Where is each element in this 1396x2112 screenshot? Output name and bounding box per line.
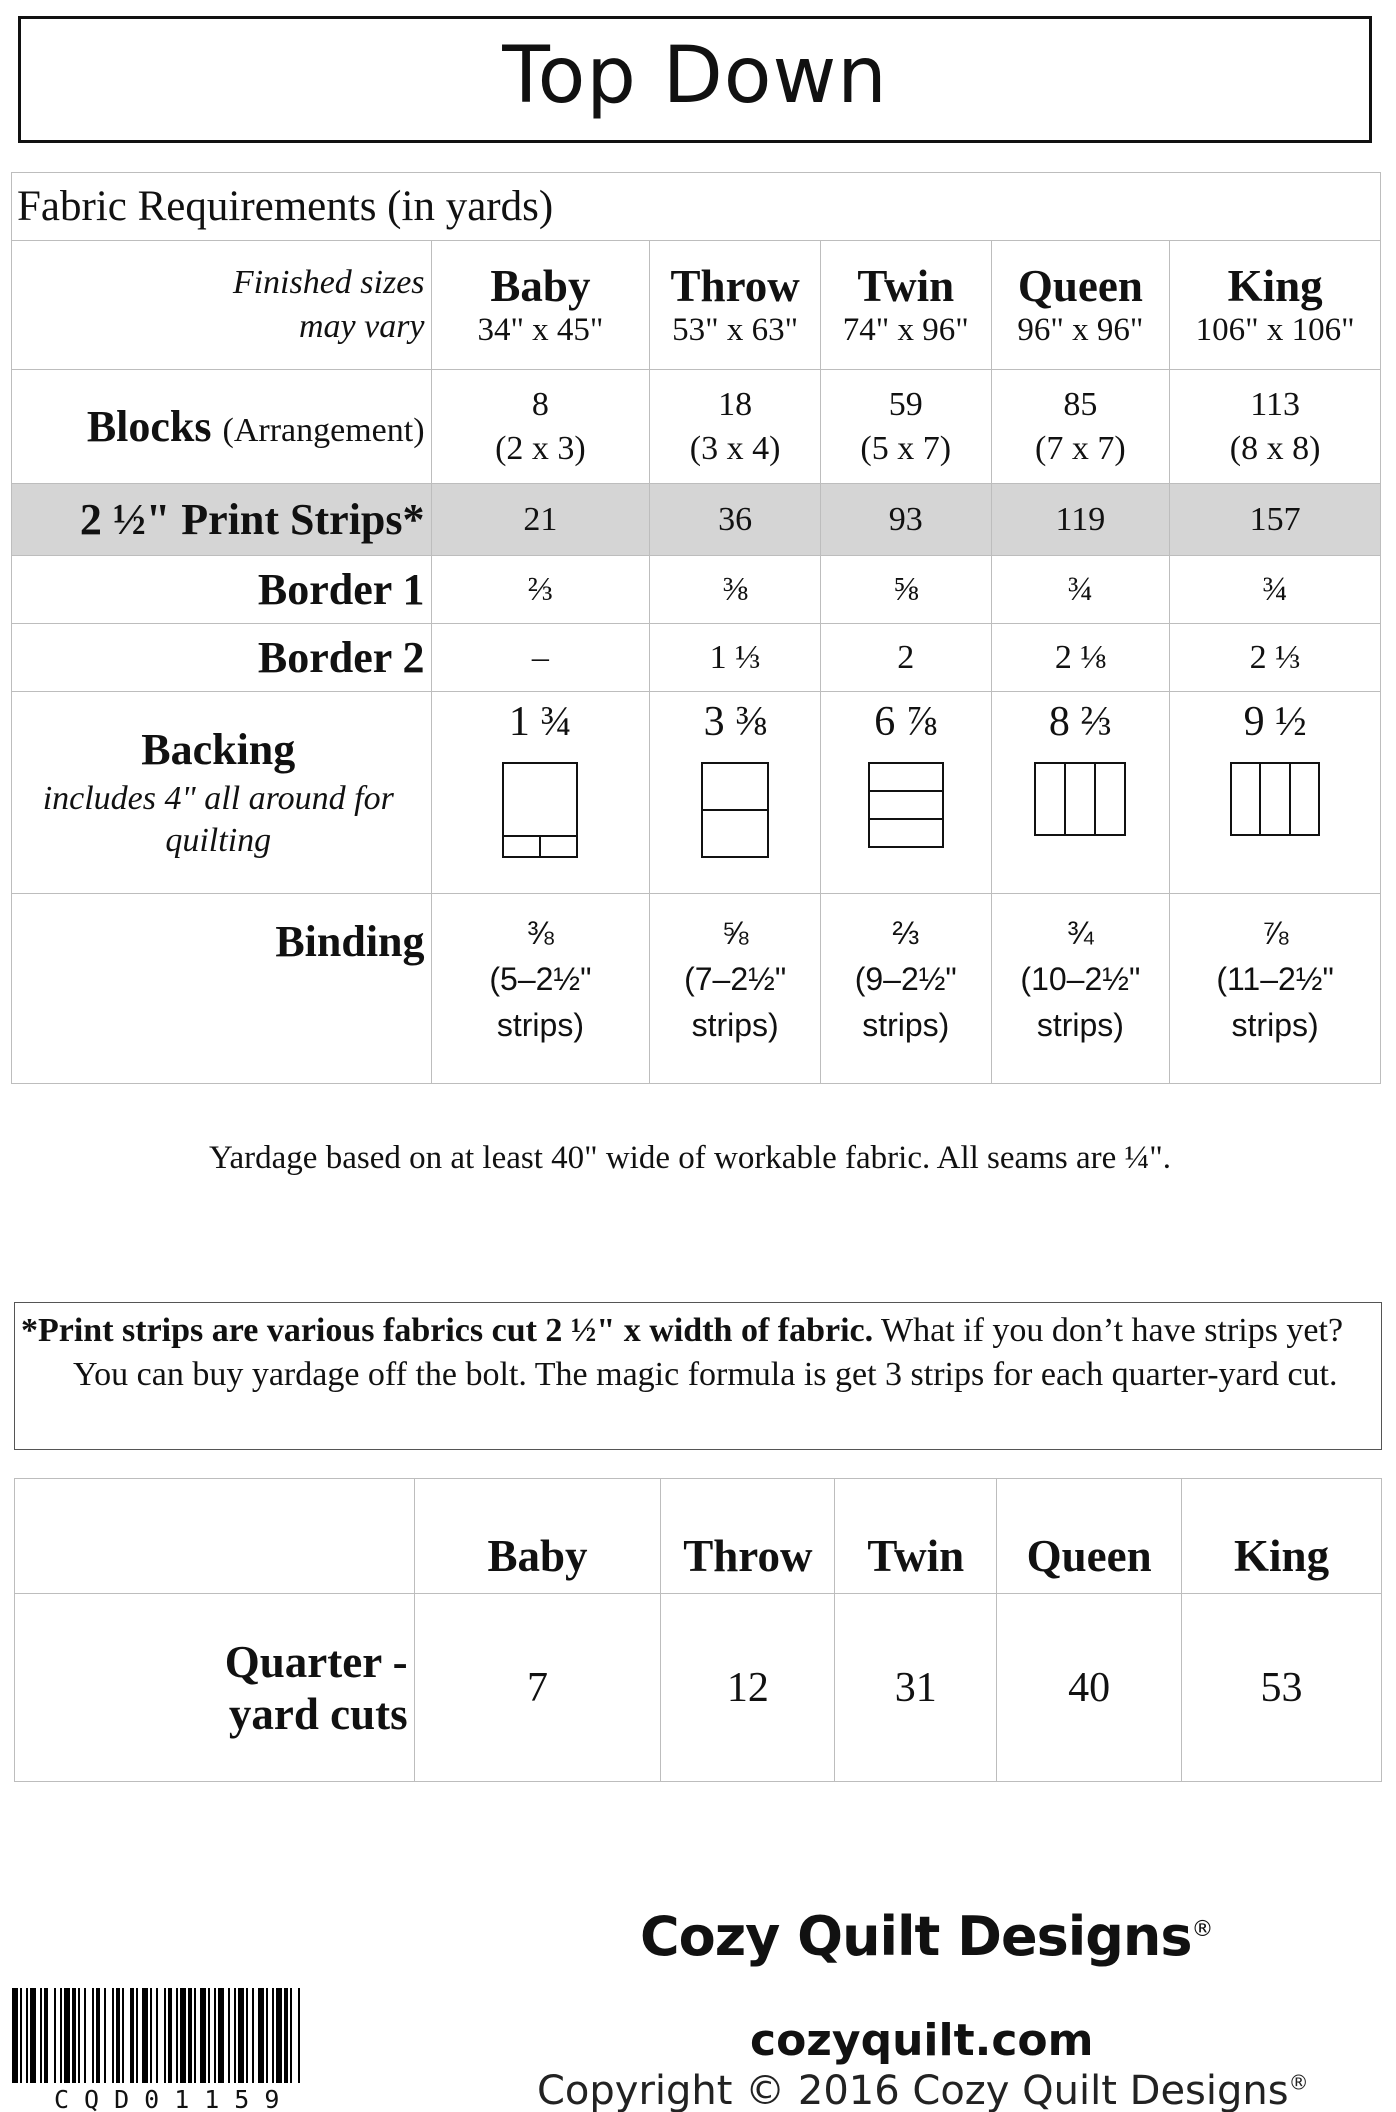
barcode-bar <box>136 1988 138 2083</box>
barcode-bar <box>104 1988 106 2083</box>
border2-cell: 2 ⅓ <box>1170 624 1381 692</box>
barcode-bar <box>214 1988 216 2083</box>
barcode-bar <box>96 1988 100 2083</box>
barcode-bar <box>298 1988 300 2083</box>
block-arrangement: (3 x 4) <box>689 429 781 467</box>
page-title: Top Down <box>502 30 888 121</box>
print-strips-label: 2 ½" Print Strips* <box>12 484 432 556</box>
binding-yards: ⅞ <box>1261 915 1289 951</box>
quarter-header: Queen <box>997 1479 1182 1594</box>
block-arrangement: (5 x 7) <box>860 429 952 467</box>
print-strips-row <box>12 484 1381 556</box>
quarter-header: Twin <box>835 1479 997 1594</box>
border2-cell: 2 <box>820 624 991 692</box>
block-count: 85 <box>1063 385 1098 423</box>
border1-cell: ⅝ <box>820 556 991 624</box>
binding-strips: (11–2½" <box>1216 961 1334 997</box>
brand-name: Cozy Quilt Designs <box>640 1905 1192 1968</box>
size-header <box>991 241 1170 370</box>
backing-note: quilting <box>165 822 272 859</box>
border1-cell: ⅜ <box>650 556 821 624</box>
barcode-bar <box>72 1988 76 2083</box>
quarter-header: King <box>1182 1479 1382 1594</box>
quarter-cuts-row <box>15 1594 1382 1782</box>
binding-strips-end: strips) <box>691 1007 779 1043</box>
barcode-bar <box>258 1988 264 2083</box>
quarter-cuts-cell: 7 <box>414 1594 661 1782</box>
blocks-row <box>12 370 1381 484</box>
size-header <box>820 241 991 370</box>
block-count: 113 <box>1250 385 1300 423</box>
blocks-label-main: Blocks <box>86 402 212 451</box>
border2-cell: – <box>431 624 650 692</box>
backing-diagram-baby <box>502 762 578 858</box>
barcode-bar <box>44 1988 48 2083</box>
barcode-bar <box>26 1988 28 2083</box>
yardage-note: Yardage based on at least 40" wide of workable fabric. All seams are ¼". <box>209 1140 1171 1176</box>
copyright-text: Copyright © 2016 Cozy Quilt Designs <box>537 2068 1289 2112</box>
backing-diagram-throw <box>701 762 769 858</box>
border2-cell: 2 ⅛ <box>991 624 1170 692</box>
barcode-bar <box>234 1988 236 2083</box>
barcode-bar <box>266 1988 268 2083</box>
backing-label-main: Backing <box>141 725 296 774</box>
binding-strips-end: strips) <box>1231 1007 1319 1043</box>
binding-strips-end: strips) <box>862 1007 950 1043</box>
border2-cell: 1 ⅓ <box>650 624 821 692</box>
barcode-bar <box>150 1988 152 2083</box>
binding-label: Binding <box>12 894 432 1084</box>
barcode-bar <box>276 1988 282 2083</box>
size-name: Twin <box>857 261 955 311</box>
barcode-bar <box>188 1988 192 2083</box>
backing-diagram-king <box>1230 762 1320 836</box>
brand-logo-text <box>640 1905 1212 1968</box>
backing-row <box>12 692 1381 894</box>
barcode <box>8 1988 408 2112</box>
print-strips-cell: 36 <box>650 484 821 556</box>
backing-yards: 6 ⅞ <box>874 699 938 745</box>
blocks-cell <box>650 370 821 484</box>
border1-cell: ¾ <box>991 556 1170 624</box>
backing-yards: 9 ½ <box>1243 699 1307 745</box>
block-arrangement: (7 x 7) <box>1035 429 1126 467</box>
title-box <box>18 16 1372 143</box>
binding-cell <box>1170 894 1381 1084</box>
barcode-bar <box>290 1988 292 2083</box>
size-name: King <box>1227 261 1323 311</box>
sizes-row <box>12 241 1381 370</box>
sizes-note <box>12 241 432 370</box>
quarter-cuts-cell: 53 <box>1182 1594 1382 1782</box>
print-strips-note-bold: *Print strips are various fabrics cut 2 ½" x width of fabric. <box>21 1312 874 1349</box>
block-arrangement: (2 x 3) <box>495 429 586 467</box>
binding-yards: ¾ <box>1067 915 1094 951</box>
print-strips-note-rest: What if you don’t have strips yet? You can buy yardage off the bolt. The magic formula is get 3 strips for each quarter-yard cut. <box>73 1312 1344 1393</box>
print-strips-cell: 21 <box>431 484 650 556</box>
website-url: cozyquilt.com <box>750 2015 1094 2066</box>
barcode-digits: CQD01159 <box>54 2085 295 2112</box>
blocks-cell <box>1170 370 1381 484</box>
backing-diagram-twin <box>868 762 944 848</box>
size-header <box>650 241 821 370</box>
binding-strips: (7–2½" <box>684 961 787 997</box>
binding-strips: (10–2½" <box>1020 961 1141 997</box>
barcode-bar <box>218 1988 224 2083</box>
barcode-bar <box>84 1988 86 2083</box>
barcode-bar <box>252 1988 254 2083</box>
barcode-bar <box>78 1988 80 2083</box>
backing-yards: 3 ⅜ <box>703 699 767 745</box>
binding-strips: (9–2½" <box>854 961 957 997</box>
binding-row <box>12 894 1381 1084</box>
backing-cell <box>431 692 650 894</box>
sizes-note-line: may vary <box>298 308 425 345</box>
barcode-bar <box>20 1988 22 2083</box>
block-arrangement: (8 x 8) <box>1229 429 1321 467</box>
size-name: Baby <box>490 261 591 311</box>
sizes-note-line: Finished sizes <box>232 264 425 301</box>
barcode-bar <box>228 1988 230 2083</box>
registered-mark: ® <box>1191 1917 1213 1942</box>
barcode-bar <box>180 1988 186 2083</box>
border2-label: Border 2 <box>12 624 432 692</box>
quarter-header-row <box>15 1479 1382 1594</box>
quarter-yard-table <box>14 1478 1382 1782</box>
barcode-bar <box>156 1988 158 2083</box>
size-dim: 53" x 63" <box>672 312 799 348</box>
size-name: Throw <box>670 261 800 311</box>
barcode-bar <box>130 1988 134 2083</box>
barcode-bar <box>200 1988 206 2083</box>
border1-cell: ⅔ <box>431 556 650 624</box>
border2-row <box>12 624 1381 692</box>
barcode-bar <box>30 1988 36 2083</box>
backing-yards: 1 ¾ <box>508 699 572 745</box>
border1-label: Border 1 <box>12 556 432 624</box>
backing-cell <box>1170 692 1381 894</box>
barcode-bar <box>208 1988 210 2083</box>
blocks-label-sub: (Arrangement) <box>222 412 425 449</box>
barcode-bars <box>8 1988 408 2083</box>
size-dim: 96" x 96" <box>1017 312 1144 348</box>
blocks-cell <box>431 370 650 484</box>
quarter-cuts-label <box>15 1594 415 1782</box>
border1-cell: ¾ <box>1170 556 1381 624</box>
copyright-line <box>537 2068 1309 2112</box>
binding-strips-end: strips) <box>496 1007 584 1043</box>
backing-yards: 8 ⅔ <box>1048 699 1112 745</box>
barcode-bar <box>284 1988 288 2083</box>
binding-yards: ⅔ <box>892 915 920 951</box>
blocks-label <box>12 370 432 484</box>
binding-yards: ⅜ <box>527 915 554 951</box>
quarter-header: Throw <box>661 1479 835 1594</box>
border1-row <box>12 556 1381 624</box>
barcode-bar <box>164 1988 166 2083</box>
blocks-cell <box>820 370 991 484</box>
quarter-cuts-label-line: yard cuts <box>228 1688 408 1739</box>
quarter-cuts-cell: 40 <box>997 1594 1182 1782</box>
backing-cell <box>820 692 991 894</box>
barcode-bar <box>116 1988 120 2083</box>
fabric-requirements-table <box>11 172 1381 1084</box>
barcode-bar <box>122 1988 124 2083</box>
caption-row <box>12 173 1381 241</box>
barcode-bar <box>40 1988 42 2083</box>
size-header <box>1170 241 1381 370</box>
binding-yards: ⅝ <box>721 915 749 951</box>
size-dim: 106" x 106" <box>1195 312 1355 348</box>
quarter-header: Baby <box>414 1479 661 1594</box>
block-count: 18 <box>718 385 753 423</box>
binding-cell <box>820 894 991 1084</box>
barcode-bar <box>54 1988 56 2083</box>
backing-note: includes 4" all around for <box>42 780 394 817</box>
backing-cell <box>650 692 821 894</box>
quarter-cuts-label-line: Quarter - <box>224 1636 408 1687</box>
backing-label <box>12 692 432 894</box>
size-header <box>431 241 650 370</box>
quarter-cuts-cell: 31 <box>835 1594 997 1782</box>
binding-strips: (5–2½" <box>489 961 592 997</box>
quarter-cuts-cell: 12 <box>661 1594 835 1782</box>
barcode-bar <box>246 1988 248 2083</box>
barcode-bar <box>272 1988 274 2083</box>
print-strips-note <box>14 1302 1382 1450</box>
print-strips-cell: 119 <box>991 484 1170 556</box>
size-name: Queen <box>1017 261 1143 311</box>
barcode-bar <box>142 1988 148 2083</box>
barcode-bar <box>176 1988 178 2083</box>
barcode-bar <box>60 1988 62 2083</box>
barcode-bar <box>92 1988 94 2083</box>
print-strips-cell: 93 <box>820 484 991 556</box>
size-dim: 74" x 96" <box>842 312 969 348</box>
size-dim: 34" x 45" <box>477 312 604 348</box>
quarter-header-blank <box>15 1479 415 1594</box>
registered-mark: ® <box>1288 2070 1309 2095</box>
block-count: 8 <box>531 385 549 423</box>
blocks-cell <box>991 370 1170 484</box>
table-caption: Fabric Requirements (in yards) <box>12 173 1381 241</box>
barcode-bar <box>238 1988 244 2083</box>
barcode-bar <box>168 1988 172 2083</box>
barcode-bar <box>194 1988 196 2083</box>
backing-diagram-queen <box>1034 762 1126 836</box>
backing-cell <box>991 692 1170 894</box>
barcode-bar <box>112 1988 114 2083</box>
barcode-bar <box>64 1988 70 2083</box>
print-strips-note-text <box>21 1309 1371 1397</box>
print-strips-cell: 157 <box>1170 484 1381 556</box>
binding-cell <box>431 894 650 1084</box>
block-count: 59 <box>888 385 923 423</box>
binding-cell <box>650 894 821 1084</box>
binding-cell <box>991 894 1170 1084</box>
barcode-bar <box>12 1988 18 2083</box>
binding-strips-end: strips) <box>1036 1007 1124 1043</box>
